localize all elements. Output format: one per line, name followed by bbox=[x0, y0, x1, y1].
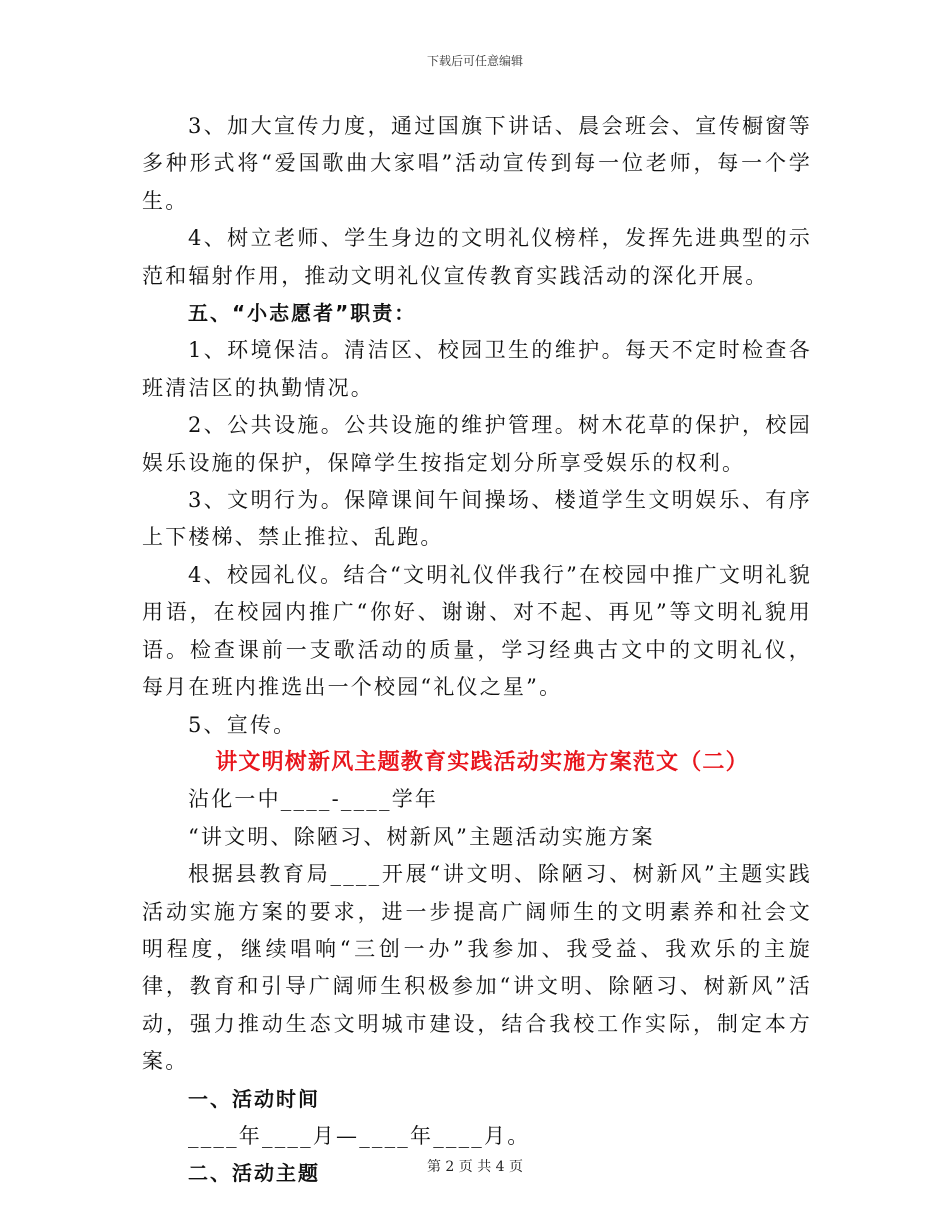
section-heading-activity-theme: 二、活动主题 bbox=[188, 1161, 320, 1186]
paragraph-environment: 1、环境保洁。清洁区、校园卫生的维护。每天不定时检查各班清洁区的执勤情况。 bbox=[142, 338, 812, 400]
page-header: 下载后可任意编辑 bbox=[426, 54, 523, 68]
section-heading-activity-time: 一、活动时间 bbox=[188, 1086, 320, 1111]
document-body bbox=[142, 108, 812, 1193]
document-title-part-two: 讲文明树新风主题教育实践活动实施方案范文（二） bbox=[215, 749, 749, 775]
page-footer: 第 2 页 共 4 页 bbox=[426, 1159, 524, 1175]
paragraph-time-range: ____年____月—____年____月。 bbox=[188, 1123, 531, 1148]
paragraph-plan-name: “讲文明、除陋习、树新风”主题活动实施方案 bbox=[188, 824, 655, 849]
paragraph-school-year: 沾化一中____-____学年 bbox=[188, 787, 439, 812]
paragraph-campus-etiquette: 4、校园礼仪。结合“文明礼仪伴我行”在校园中推广文明礼貌用语，在校园内推广“你好、谢谢、对不起、再见”等文明礼貌用语。检查课前一支歌活动的质量，学习经典古文中的文明礼仪，每月在班内推选出一个校园“礼仪之星”。 bbox=[142, 562, 812, 700]
paragraph-publicity-3: 3、加大宣传力度，通过国旗下讲话、晨会班会、宣传橱窗等多种形式将“爱国歌曲大家唱”活动宣传到每一位老师，每一个学生。 bbox=[142, 114, 812, 213]
paragraph-public-facilities: 2、公共设施。公共设施的维护管理。树木花草的保护，校园娱乐设施的保护，保障学生按指定划分所享受娱乐的权利。 bbox=[142, 413, 812, 475]
paragraph-publicity-5: 5、宣传。 bbox=[188, 712, 297, 737]
paragraph-role-model-4: 4、树立老师、学生身边的文明礼仪榜样，发挥先进典型的示范和辐射作用，推动文明礼仪宣传教育实践活动的深化开展。 bbox=[142, 226, 812, 288]
section-heading-volunteer-duties: 五、“小志愿者”职责： bbox=[188, 301, 417, 326]
paragraph-background: 根据县教育局____开展“讲文明、除陋习、树新风”主题实践活动实施方案的要求，进一步提高广阔师生的文明素养和社会文明程度，继续唱响“三创一办”我参加、我受益、我欢乐的主旋律，教育和引导广阔师生积极参加“讲文明、除陋习、树新风”活动，强力推动生态文明城市建设，结合我校工作实际，制定本方案。 bbox=[142, 862, 812, 1074]
paragraph-civil-behavior: 3、文明行为。保障课间午间操场、楼道学生文明娱乐、有序上下楼梯、禁止推拉、乱跑。 bbox=[142, 488, 812, 550]
